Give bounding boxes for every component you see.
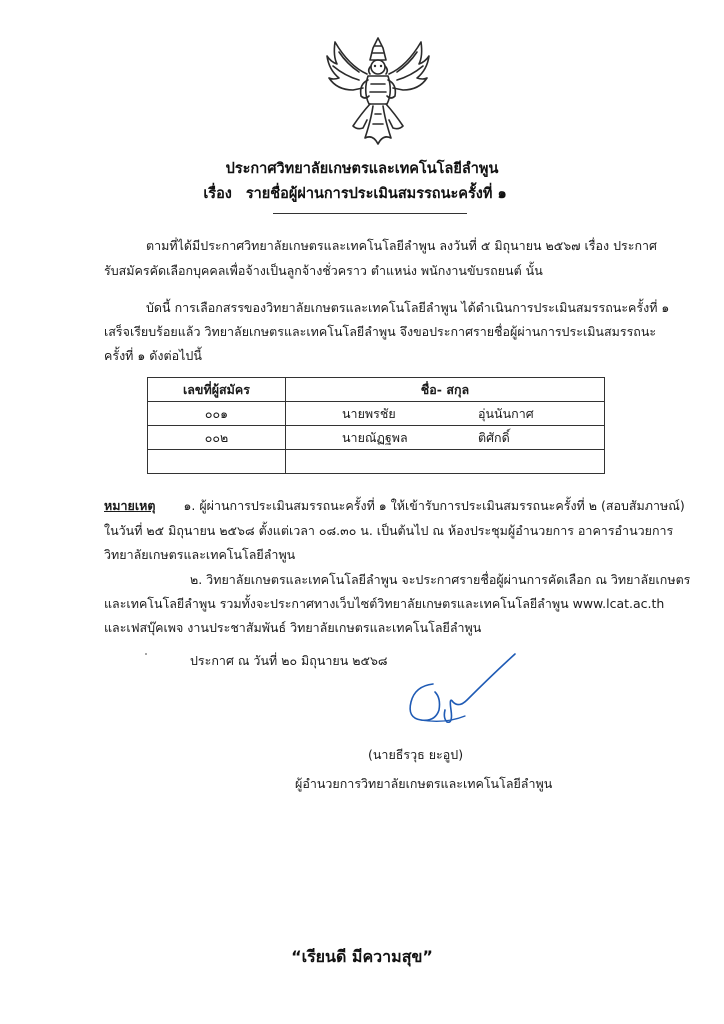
candidate-no: ๐๐๑: [148, 402, 286, 426]
candidate-surname: ติศักดิ์: [478, 429, 510, 445]
candidate-name: นายพรชัย: [342, 405, 396, 421]
candidate-surname: อุ่นนันกาศ: [478, 405, 534, 421]
table-row: [148, 402, 605, 426]
note-2-line-2: และเทคโนโลยีลำพูน รวมทั้งจะประกาศทางเว็บไซต์วิทยาลัยเกษตรและเทคโนโลยีลำพูน www.lcat.ac.th: [104, 596, 665, 611]
page-title: ประกาศวิทยาลัยเกษตรและเทคโนโลยีลำพูน: [225, 161, 499, 177]
empty-cell: [148, 450, 286, 474]
subject-text: รายชื่อผู้ผ่านการประเมินสมรรถนะครั้งที่ ๑: [245, 186, 507, 202]
note-1-line-1: [104, 493, 685, 518]
title-divider: [273, 213, 467, 214]
note-1-text: ๑. ผู้ผ่านการประเมินสมรรถนะครั้งที่ ๑ ให้เข้ารับการประเมินสมรรถนะครั้งที่ ๒ (สอบสัมภาษณ์): [183, 498, 685, 513]
note-1-line-3: วิทยาลัยเกษตรและเทคโนโลยีลำพูน: [104, 547, 296, 562]
signer-position: ผู้อำนวยการวิทยาลัยเกษตรและเทคโนโลยีลำพูน: [295, 776, 553, 791]
candidate-full-name: [286, 426, 605, 450]
note-heading: หมายเหตุ: [104, 498, 156, 513]
candidate-full-name: [286, 402, 605, 426]
table-row: [148, 426, 605, 450]
paragraph-1-line-1: ตามที่ได้มีประกาศวิทยาลัยเกษตรและเทคโนโลยีลำพูน ลงวันที่ ๕ มิถุนายน ๒๕๖๗ เรื่อง ประกาศ: [146, 238, 657, 253]
college-motto: “เรียนดี มีความสุข”: [291, 947, 433, 966]
paragraph-2-line-3: ครั้งที่ ๑ ดังต่อไปนี้: [104, 348, 202, 363]
header-candidate-no: เลขที่ผู้สมัคร: [148, 378, 286, 402]
candidate-name: นายณัฏฐพล: [342, 429, 408, 445]
paragraph-2-line-2: เสร็จเรียบร้อยแล้ว วิทยาลัยเกษตรและเทคโนโลยีลำพูน จึงขอประกาศรายชื่อผู้ผ่านการประเมินสมรรถนะ: [104, 324, 657, 339]
table-row-empty: [148, 450, 605, 474]
candidates-table: [147, 377, 605, 474]
table-header-row: [148, 378, 605, 402]
paragraph-1-line-2: รับสมัครคัดเลือกบุคคลเพื่อจ้างเป็นลูกจ้างชั่วคราว ตำแหน่ง พนักงานขับรถยนต์ นั้น: [104, 263, 543, 278]
subject-label: เรื่อง: [203, 186, 232, 202]
announcement-date: ประกาศ ณ วันที่ ๒๐ มิถุนายน ๒๕๖๘: [190, 653, 388, 668]
empty-cell: [286, 450, 605, 474]
header-full-name: ชื่อ- สกุล: [286, 378, 605, 402]
note-2-line-3: และเฟสบุ๊คเพจ งานประชาสัมพันธ์ วิทยาลัยเกษตรและเทคโนโลยีลำพูน: [104, 620, 482, 635]
paragraph-2-line-1: บัดนี้ การเลือกสรรของวิทยาลัยเกษตรและเทคโนโลยีลำพูน ได้ดำเนินการประเมินสมรรถนะครั้งที่ ๑: [146, 300, 670, 315]
garuda-emblem-icon: [323, 34, 433, 146]
page-subject: [0, 182, 724, 205]
handwritten-signature-icon: [395, 652, 520, 732]
note-1-line-2: ในวันที่ ๒๕ มิถุนายน ๒๕๖๘ ตั้งแต่เวลา ๐๘.๓๐ น. เป็นต้นไป ณ ห้องประชุมผู้อำนวยการ อาคารอำนวยการ: [104, 523, 674, 538]
note-2-line-1: ๒. วิทยาลัยเกษตรและเทคโนโลยีลำพูน จะประกาศรายชื่อผู้ผ่านการคัดเลือก ณ วิทยาลัยเกษตร: [190, 572, 691, 587]
scan-speck: [145, 653, 147, 655]
candidate-no: ๐๐๒: [148, 426, 286, 450]
signer-name: (นายธีรวุธ ยะอูป): [368, 747, 464, 762]
